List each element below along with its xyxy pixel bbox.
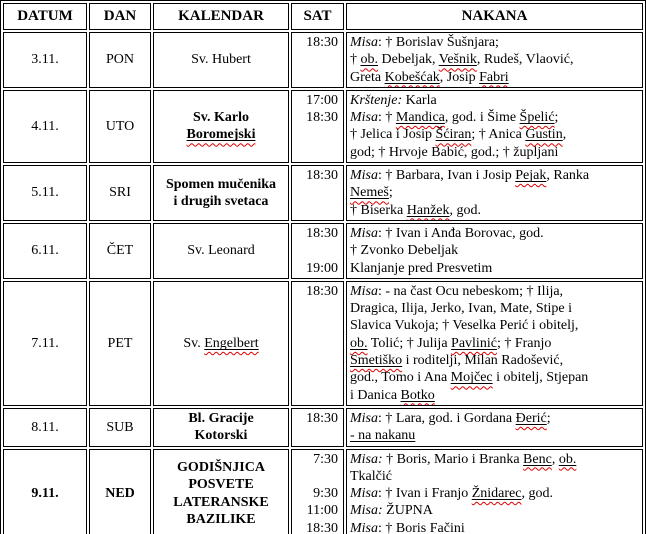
intention-line (350, 92, 639, 109)
time-cell (291, 281, 344, 406)
text-segment: , (551, 451, 559, 467)
time-line: 18:30 (306, 283, 338, 299)
text-segment: † Boris, Mario i Branka (382, 451, 524, 467)
text-segment: Smetiško (350, 353, 403, 369)
text-segment: Sv. Leonard (187, 243, 255, 259)
intention-line (350, 427, 639, 444)
day-cell: UTO (89, 90, 151, 163)
text-segment: Vešnik (438, 52, 477, 68)
text-segment: : † (378, 110, 396, 126)
text-segment: Kobešćak (384, 69, 440, 85)
text-segment: Fačini (429, 520, 465, 534)
text-segment: , god. (449, 202, 482, 218)
text-segment: god; † Hrvoje Babić, god.; † župljani (350, 144, 559, 160)
time-line: 18:30 (306, 520, 338, 534)
calendar-line (157, 193, 285, 210)
text-segment: Engelbert (204, 335, 259, 351)
intention-line (350, 184, 639, 201)
text-segment: Bl. Gracije (188, 410, 254, 426)
text-segment: Mojčec (450, 370, 493, 386)
table-row (3, 281, 643, 406)
calendar-line (157, 126, 285, 143)
calendar-line (157, 427, 285, 444)
day-cell: SRI (89, 165, 151, 221)
text-segment: Spomen mučenika (165, 176, 277, 192)
intention-line (350, 317, 639, 334)
intention-cell (346, 32, 643, 88)
time-line: 11:00 (306, 503, 338, 519)
intention-line (350, 202, 639, 219)
date-cell: 5.11. (3, 165, 87, 221)
text-segment: Misa (350, 110, 378, 126)
text-segment: Tkalčić (350, 468, 392, 484)
text-segment: Klanjanje pred Presvetim (350, 260, 493, 276)
intention-cell (346, 90, 643, 163)
text-segment: , Josip (439, 69, 480, 85)
intention-line (350, 51, 639, 68)
date-cell: 7.11. (3, 281, 87, 406)
text-segment: Sv. Karlo (192, 110, 249, 126)
time-line: 19:00 (306, 260, 338, 276)
text-segment: Botko (400, 387, 435, 403)
text-segment: ŽUPNA (382, 503, 433, 519)
text-segment: † Jelica i Josip (350, 127, 436, 143)
time-line (295, 468, 340, 485)
text-segment: Nemeš (350, 185, 389, 201)
intention-line (350, 34, 639, 51)
intention-line (350, 520, 639, 534)
day-cell: ČET (89, 223, 151, 279)
intention-line (350, 300, 639, 317)
time-cell (291, 408, 344, 447)
text-segment: ; † Franjo (496, 335, 552, 351)
table-row (3, 223, 643, 279)
table-row (3, 408, 643, 447)
intention-line (350, 69, 639, 86)
schedule-body (3, 32, 643, 534)
text-segment: , Rudeš, Vlaović, (476, 52, 574, 68)
day-cell: PET (89, 281, 151, 406)
text-segment: † (350, 52, 361, 68)
time-line: 18:30 (306, 168, 338, 184)
time-line: 18:30 (306, 225, 338, 241)
calendar-cell (153, 165, 289, 221)
calendar-cell (153, 449, 289, 534)
text-segment: Karla (402, 92, 437, 108)
text-segment: POSVETE (188, 477, 254, 493)
text-segment: Misa (350, 410, 378, 426)
text-segment: Misa (350, 225, 378, 241)
intention-line (350, 144, 639, 161)
time-line: 18:30 (306, 410, 338, 426)
table-row (3, 90, 643, 163)
text-segment: : † Lara, god. i Gordana (378, 410, 516, 426)
time-line: 18:30 (306, 35, 338, 50)
column-header-nakana: NAKANA (346, 3, 643, 30)
intention-line (350, 167, 639, 184)
time-cell (291, 90, 344, 163)
text-segment: : † Boris (378, 520, 430, 534)
text-segment: Krštenje: (350, 92, 403, 108)
calendar-line (157, 109, 285, 126)
time-cell (291, 449, 344, 534)
text-segment: Hanžek (406, 202, 450, 218)
calendar-line (157, 335, 285, 352)
text-segment: Misa: (350, 451, 383, 467)
intention-cell (346, 281, 643, 406)
column-header-dan: DAN (89, 3, 151, 30)
calendar-line (157, 51, 285, 68)
text-segment: ob. (558, 451, 577, 467)
text-segment: Mandica (395, 110, 445, 126)
text-segment: Dragica, Ilija, Jerko, Ivan, Mate, Stipe i (350, 301, 572, 317)
calendar-line (157, 242, 285, 259)
time-cell (291, 223, 344, 279)
text-segment: ; (554, 110, 559, 126)
day-cell: PON (89, 32, 151, 88)
text-segment: Pavlinić (451, 335, 497, 351)
text-segment: Greta (350, 69, 385, 85)
calendar-line (157, 176, 285, 193)
text-segment: Benc (523, 451, 552, 467)
text-segment: Žnidarec (471, 486, 522, 502)
text-segment: † Zvonko Debeljak (350, 243, 459, 259)
intention-line (350, 126, 639, 143)
day-cell: NED (89, 449, 151, 534)
intention-line (350, 369, 639, 386)
text-segment: Šćiran (435, 127, 472, 143)
text-segment: Sv. (183, 335, 205, 351)
text-segment: ob. (360, 52, 378, 68)
text-segment: Gustin (525, 127, 563, 143)
intention-cell (346, 223, 643, 279)
text-segment: i roditelji, Milan Radošević, (402, 353, 564, 369)
text-segment: ; † Anica (471, 127, 526, 143)
text-segment: Tolić; † Julija (367, 335, 452, 351)
intention-cell (346, 449, 643, 534)
text-segment: LATERANSKE (173, 494, 269, 510)
text-segment: Misa (350, 35, 378, 50)
text-segment: Pejak (515, 168, 547, 184)
date-cell: 4.11. (3, 90, 87, 163)
calendar-line (157, 511, 285, 528)
text-segment: : † Barbara, Ivan i Josip (378, 168, 516, 184)
intention-line (350, 260, 639, 277)
text-segment: ; (546, 410, 551, 426)
text-segment: Misa (350, 520, 378, 534)
calendar-line (157, 494, 285, 511)
calendar-cell (153, 408, 289, 447)
column-header-kalendar: KALENDAR (153, 3, 289, 30)
intention-line (350, 468, 639, 485)
intention-line (350, 410, 639, 427)
calendar-cell (153, 32, 289, 88)
text-segment: : † Ivan i Franjo (378, 486, 472, 502)
date-cell: 6.11. (3, 223, 87, 279)
intention-line (350, 451, 639, 468)
text-segment: † Biserka (350, 202, 407, 218)
text-segment: Misa (350, 168, 378, 184)
text-segment: Misa (350, 283, 378, 299)
text-segment: i obitelj, Stjepan (492, 370, 589, 386)
date-cell: 3.11. (3, 32, 87, 88)
text-segment: Misa: (350, 503, 383, 519)
text-segment: GODIŠNJICA (177, 460, 265, 476)
intention-cell (346, 165, 643, 221)
time-cell (291, 32, 344, 88)
text-segment: i drugih svetaca (173, 194, 269, 210)
time-line: 7:30 (313, 451, 338, 467)
date-cell: 8.11. (3, 408, 87, 447)
calendar-cell (153, 281, 289, 406)
text-segment: ; (388, 185, 393, 201)
header-row (3, 3, 643, 30)
intention-line (350, 485, 639, 502)
text-segment: : - na čast Ocu nebeskom; † Ilija, (378, 283, 564, 299)
intention-line (350, 335, 639, 352)
time-line: 18:30 (306, 110, 338, 126)
calendar-line (157, 459, 285, 476)
text-segment: - na nakanu (350, 428, 416, 444)
table-row (3, 449, 643, 534)
calendar-line (157, 410, 285, 427)
intention-line (350, 387, 639, 404)
table-row (3, 32, 643, 88)
text-segment: Kotorski (194, 428, 248, 444)
text-segment: Slavica Vukoja; † Veselka Perić i obitelj, (350, 318, 579, 334)
text-segment: Đerić (515, 410, 547, 426)
time-line: 9:30 (313, 486, 338, 502)
text-segment: Fabri (479, 69, 509, 85)
calendar-cell (153, 90, 289, 163)
intention-line (350, 225, 639, 242)
text-segment: Špelić (519, 110, 555, 126)
column-header-sat: SAT (291, 3, 344, 30)
calendar-cell (153, 223, 289, 279)
text-segment: , Ranka (546, 168, 590, 184)
day-cell: SUB (89, 408, 151, 447)
intention-line (350, 502, 639, 519)
text-segment: BAZILIKE (186, 512, 256, 528)
text-segment: Debeljak, (378, 52, 439, 68)
time-line: 17:00 (306, 92, 338, 108)
text-segment: god., Tomo i Ana (350, 370, 451, 386)
table-row (3, 165, 643, 221)
text-segment: , god. i Šime (444, 110, 520, 126)
time-cell (291, 165, 344, 221)
text-segment: Boromejski (186, 127, 256, 143)
calendar-line (157, 476, 285, 493)
text-segment: : † Borislav Šušnjara; (378, 35, 499, 50)
intention-line (350, 109, 639, 126)
column-header-datum: DATUM (3, 3, 87, 30)
text-segment: ob. (350, 335, 368, 351)
date-cell: 9.11. (3, 449, 87, 534)
text-segment: Sv. Hubert (191, 52, 251, 68)
intention-cell (346, 408, 643, 447)
text-segment: , god. (521, 486, 553, 502)
intention-line (350, 242, 639, 259)
text-segment: : † Ivan i Anđa Borovac, god. (378, 225, 544, 241)
time-line (295, 242, 340, 259)
intention-line (350, 283, 639, 300)
text-segment: Misa (350, 486, 378, 502)
intention-line (350, 352, 639, 369)
text-segment: i Danica (350, 387, 401, 403)
text-segment: , (562, 127, 567, 143)
